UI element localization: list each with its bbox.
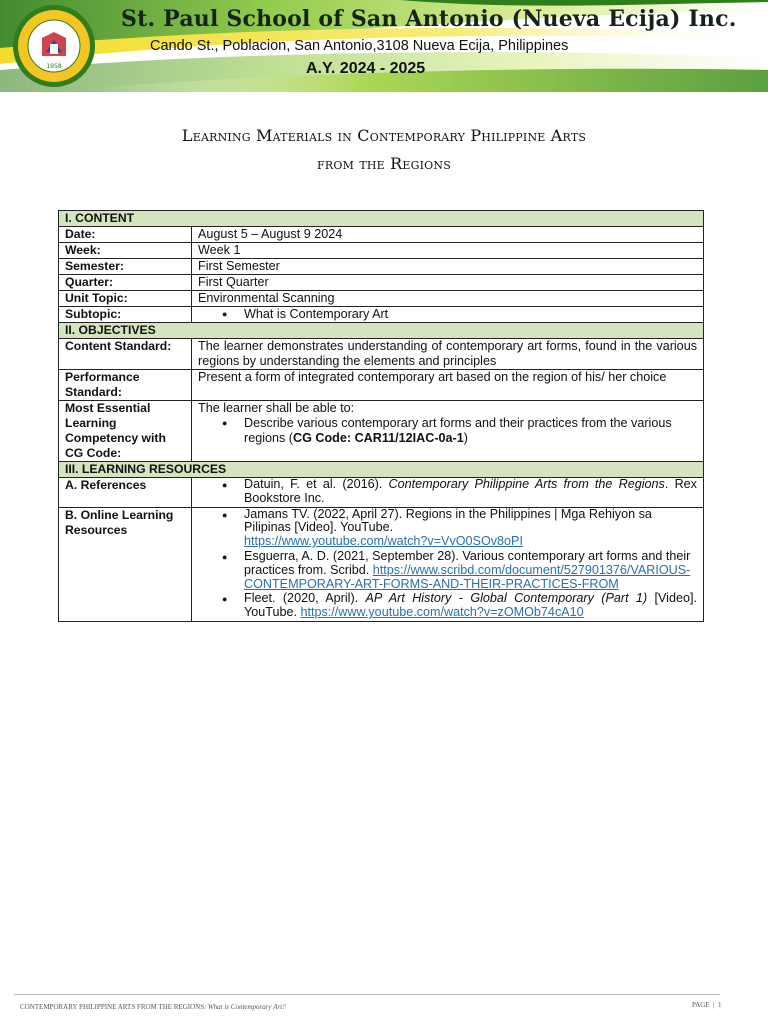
- footer-divider: [14, 994, 720, 995]
- subtopic-label: Subtopic:: [59, 307, 192, 323]
- references-label: A. References: [59, 478, 192, 508]
- section-row-resources: [59, 462, 704, 478]
- lesson-plan-table: [58, 210, 704, 622]
- melc-cell: [192, 401, 704, 462]
- footer-page-number: 1: [718, 1001, 722, 1009]
- table-row-references: [59, 478, 704, 508]
- online-resource-item: [222, 508, 697, 549]
- document-title-line1: Learning Materials in Contemporary Philippine Arts: [181, 126, 587, 145]
- week-value: Week 1: [192, 243, 704, 259]
- melc-item: [222, 416, 697, 446]
- online-resources-label: B. Online Learning Resources: [59, 507, 192, 621]
- subtopic-value: ● What is Contemporary Art: [222, 307, 697, 322]
- footer-course-name: CONTEMPORARY PHILIPPINE ARTS FROM THE REGIONS:: [20, 1003, 208, 1011]
- school-address: Cando St., Poblacion, San Antonio,3108 Nueva Ecija, Philippines: [150, 38, 569, 54]
- footer-course-title: [20, 1003, 286, 1011]
- footer-topic: What is Contemporary Art?: [207, 1003, 286, 1011]
- reference-publisher: . Rex Bookstore Inc.: [244, 477, 697, 505]
- date-value: August 5 – August 9 2024: [192, 227, 704, 243]
- melc-item-close: ): [463, 431, 468, 445]
- table-row-online-resources: [59, 507, 704, 621]
- online-resource-item: [222, 550, 697, 591]
- section-heading-resources: III. LEARNING RESOURCES: [59, 462, 704, 478]
- online-resource-citation-end: [Video]. YouTube.: [244, 591, 697, 620]
- date-label: Date:: [59, 227, 192, 243]
- table-row-performance-standard: [59, 370, 704, 401]
- table-row-content-standard: [59, 339, 704, 370]
- school-name: St. Paul School of San Antonio (Nueva Ecija) Inc.: [121, 6, 737, 32]
- online-resource-citation: Esguerra, A. D. (2021, September 28). Various contemporary art forms and their practices from. Scribd.: [244, 548, 691, 577]
- online-resource-citation: Fleet. (2020, April).: [244, 591, 366, 606]
- unit-topic-label: Unit Topic:: [59, 291, 192, 307]
- table-row-week: [59, 243, 704, 259]
- online-resource-link[interactable]: https://www.youtube.com/watch?v=zOMOb74cA10: [300, 605, 584, 620]
- school-seal-logo: [12, 4, 96, 88]
- section-heading-objectives: II. OBJECTIVES: [59, 323, 704, 339]
- online-resource-link[interactable]: https://www.youtube.com/watch?v=VvO0SOv8oPI: [244, 534, 523, 549]
- melc-label: Most Essential Learning Competency with CG Code:: [59, 401, 192, 462]
- content-standard-value: The learner demonstrates understanding of contemporary art forms, found in the various regions by understanding the elements and principles: [192, 339, 704, 370]
- footer-page-label: PAGE: [692, 1001, 710, 1009]
- table-row-date: [59, 227, 704, 243]
- quarter-label: Quarter:: [59, 275, 192, 291]
- footer-separator: |: [713, 1001, 715, 1009]
- academic-year: A.Y. 2024 - 2025: [306, 60, 426, 77]
- reference-item: [222, 478, 697, 506]
- reference-title: Contemporary Philippine Arts from the Regions: [388, 477, 665, 491]
- online-resource-link[interactable]: https://www.scribd.com/document/527901376/VARIOUS-CONTEMPORARY-ART-FORMS-AND-THEIR-PRACTICES-FROM: [244, 562, 691, 591]
- table-row-subtopic: [59, 307, 704, 323]
- subtopic-cell: [192, 307, 704, 323]
- semester-label: Semester:: [59, 259, 192, 275]
- section-heading-content: I. CONTENT: [59, 211, 704, 227]
- semester-value: First Semester: [192, 259, 704, 275]
- melc-item-text: Describe various contemporary art forms and their practices from the various regions (: [244, 416, 672, 445]
- melc-cg-code: CG Code: CAR11/12IAC-0a-1: [293, 431, 464, 445]
- unit-topic-value: Environmental Scanning: [192, 291, 704, 307]
- melc-intro: The learner shall be able to:: [198, 401, 355, 415]
- online-resource-item: [222, 592, 697, 620]
- footer-page-indicator: [692, 1001, 722, 1009]
- online-resource-citation: Jamans TV. (2022, April 27). Regions in the Philippines | Mga Rehiyon sa Pilipinas [Video]. YouTube.: [244, 506, 652, 535]
- reference-author: Datuin, F. et al. (2016).: [244, 477, 389, 491]
- online-resource-title: AP Art History - Global Contemporary (Part 1): [365, 591, 648, 606]
- seal-year: 1958: [46, 63, 62, 70]
- school-header: [0, 0, 768, 92]
- section-row-objectives: [59, 323, 704, 339]
- quarter-value: First Quarter: [192, 275, 704, 291]
- online-resources-cell: [192, 507, 704, 621]
- content-standard-label: Content Standard:: [59, 339, 192, 370]
- document-title-line2: from the Regions: [317, 154, 451, 173]
- performance-standard-value: Present a form of integrated contemporary art based on the region of his/ her choice: [192, 370, 704, 401]
- references-cell: [192, 478, 704, 508]
- table-row-semester: [59, 259, 704, 275]
- table-row-melc: [59, 401, 704, 462]
- performance-standard-label: Performance Standard:: [59, 370, 192, 401]
- week-label: Week:: [59, 243, 192, 259]
- table-row-quarter: [59, 275, 704, 291]
- section-row-content: [59, 211, 704, 227]
- table-row-unit-topic: [59, 291, 704, 307]
